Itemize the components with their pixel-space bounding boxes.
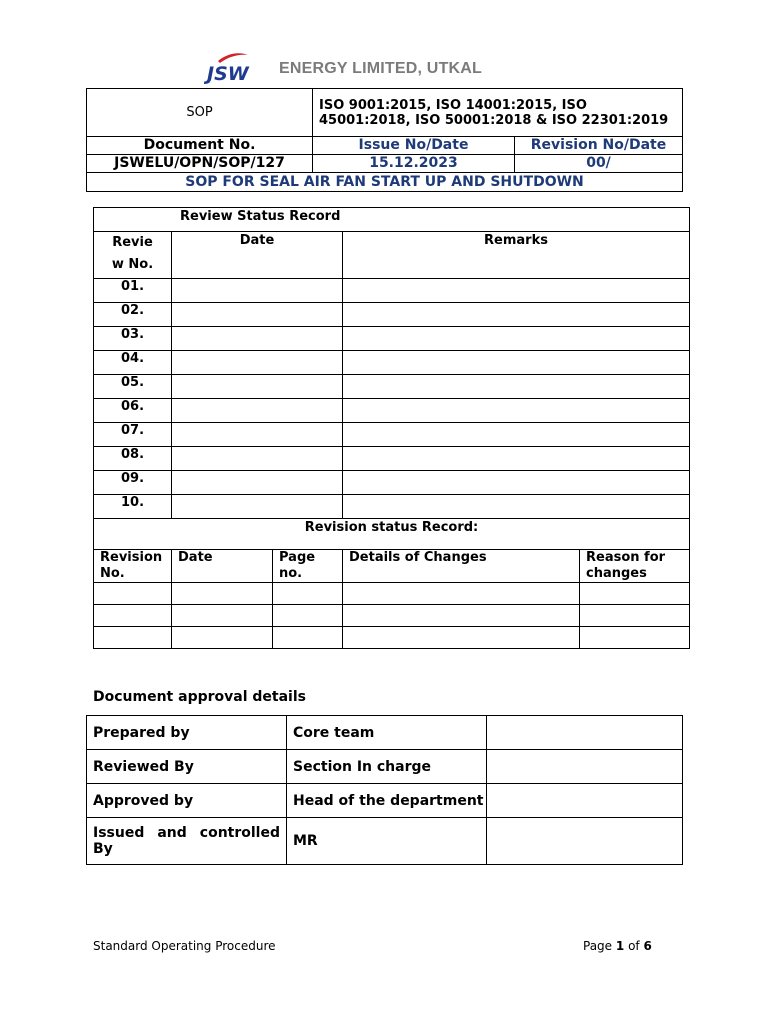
document-title: SOP FOR SEAL AIR FAN START UP AND SHUTDOWN [87, 173, 683, 192]
jsw-logo [204, 52, 266, 84]
sop-label: SOP [87, 89, 313, 137]
revision-label: Revision No/Date [515, 137, 683, 155]
review-row-number: 02. [94, 303, 172, 327]
revision-row [94, 627, 690, 649]
review-row [94, 471, 690, 495]
issue-date-value: 15.12.2023 [313, 155, 515, 173]
review-row-remarks [343, 351, 690, 375]
document-no-label: Document No. [87, 137, 313, 155]
review-row-number: 06. [94, 399, 172, 423]
revision-date-header: Date [172, 550, 273, 583]
review-remarks-header: Remarks [343, 232, 690, 279]
page-number: Page 1 of 6 [583, 939, 652, 953]
review-row-remarks [343, 471, 690, 495]
revision-row [94, 583, 690, 605]
approval-role: Prepared by [87, 716, 287, 750]
review-row [94, 279, 690, 303]
revision-row [94, 605, 690, 627]
iso-standards: ISO 9001:2015, ISO 14001:2015, ISO 45001:2018, ISO 50001:2018 & ISO 22301:2019 [313, 89, 683, 137]
review-row-number: 01. [94, 279, 172, 303]
review-row-remarks [343, 447, 690, 471]
review-row-remarks [343, 375, 690, 399]
review-row-date [172, 375, 343, 399]
review-row-number: 05. [94, 375, 172, 399]
approval-by: Head of the department [287, 784, 487, 818]
approval-signature [487, 818, 683, 865]
review-row-number: 08. [94, 447, 172, 471]
revision-details-header: Details of Changes [343, 550, 580, 583]
approval-table [86, 715, 683, 865]
review-row-number: 09. [94, 471, 172, 495]
approval-role: Issued and controlled By [87, 818, 287, 865]
approval-role: Reviewed By [87, 750, 287, 784]
revision-no-header: Revision No. [94, 550, 172, 583]
review-date-header: Date [172, 232, 343, 279]
review-row-date [172, 279, 343, 303]
approval-row [87, 818, 683, 865]
review-row-number: 07. [94, 423, 172, 447]
review-row [94, 351, 690, 375]
review-row-date [172, 471, 343, 495]
review-row [94, 447, 690, 471]
review-row-remarks [343, 423, 690, 447]
approval-by: Core team [287, 716, 487, 750]
revision-no-value: 00/ [515, 155, 683, 173]
review-row-date [172, 327, 343, 351]
review-row [94, 495, 690, 519]
footer-label: Standard Operating Procedure [93, 939, 276, 953]
review-row-number: 03. [94, 327, 172, 351]
approval-signature [487, 750, 683, 784]
document-no-value: JSWELU/OPN/SOP/127 [87, 155, 313, 173]
issue-label: Issue No/Date [313, 137, 515, 155]
review-status-table [93, 207, 690, 649]
approval-row [87, 750, 683, 784]
review-row-remarks [343, 279, 690, 303]
revision-reason-header: Reason for changes [580, 550, 690, 583]
review-row-remarks [343, 303, 690, 327]
approval-row [87, 716, 683, 750]
revision-page-header: Page no. [273, 550, 343, 583]
approval-by: MR [287, 818, 487, 865]
review-row-date [172, 399, 343, 423]
review-row-date [172, 495, 343, 519]
approval-signature [487, 716, 683, 750]
review-row-date [172, 303, 343, 327]
document-header-table [86, 88, 683, 192]
company-name: ENERGY LIMITED, UTKAL [279, 60, 483, 77]
review-row-date [172, 447, 343, 471]
review-row [94, 399, 690, 423]
approval-by: Section In charge [287, 750, 487, 784]
review-no-header: Revie w No. [94, 232, 172, 279]
review-row [94, 375, 690, 399]
review-row [94, 303, 690, 327]
review-row-remarks [343, 327, 690, 351]
review-row-number: 10. [94, 495, 172, 519]
logo-text: JSW [207, 63, 249, 84]
review-row-remarks [343, 399, 690, 423]
review-row-date [172, 351, 343, 375]
review-row-number: 04. [94, 351, 172, 375]
review-row [94, 327, 690, 351]
revision-status-title: Revision status Record: [94, 519, 690, 550]
review-row-date [172, 423, 343, 447]
review-row [94, 423, 690, 447]
approval-signature [487, 784, 683, 818]
review-row-remarks [343, 495, 690, 519]
approval-row [87, 784, 683, 818]
review-status-title: Review Status Record [94, 208, 690, 232]
approval-role: Approved by [87, 784, 287, 818]
approval-title: Document approval details [93, 689, 306, 705]
